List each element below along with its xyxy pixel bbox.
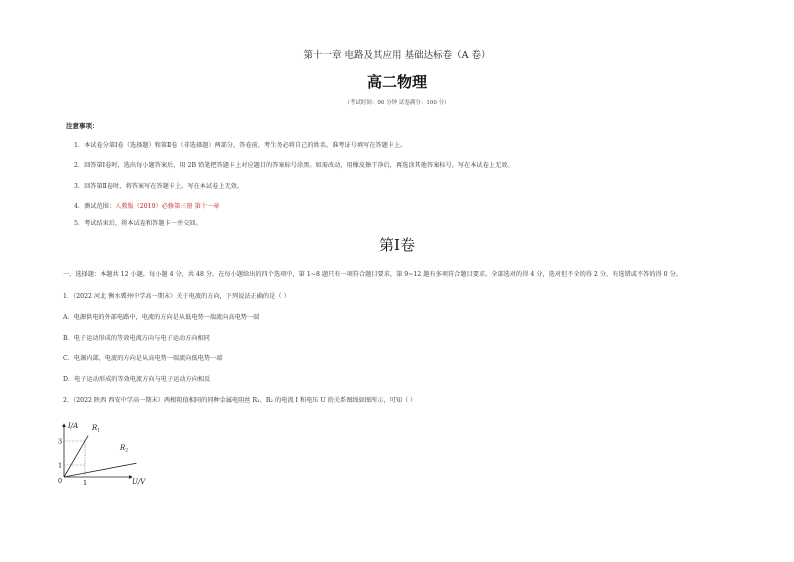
note-item-3: 3．回答第Ⅱ卷时，将答案写在答题卡上。写在本试卷上无效。	[74, 183, 244, 190]
exam-subtitle: 第十一章 电路及其应用 基础达标卷（A 卷）	[303, 50, 491, 61]
note-item-4	[74, 204, 219, 210]
section-intro: 一、选择题：本题共 12 小题，每小题 4 分，共 48 分。在每小题给出的四个选项中，第 1~8 题只有一项符合题目要求，第 9~12 题有多项符合题目要求。全部选对的得 4 分，选对但不全的得 2 分，有选错或不答的得 0 分。	[63, 271, 682, 278]
section-title: 第Ⅰ卷	[379, 236, 415, 254]
line-r2-label: $R_2$	[120, 444, 129, 454]
question-1-option-c: C．电源内部，电流的方向是从高电势一端流向低电势一端	[63, 355, 223, 362]
note-item-2: 2．回答第Ⅰ卷时，选出每小题答案后，用 2B 铅笔把答题卡上对应题目的答案标号涂黑。如需改动，用橡皮擦干净后，再选涂其他答案标号。写在本试卷上无效。	[74, 162, 514, 169]
test-scope-highlight: 人教版（2019）必修第三册 第十一章	[115, 203, 220, 210]
line-r1-label: $R_1$	[92, 424, 101, 434]
exam-title: 高二物理	[366, 73, 427, 91]
question-1-option-a: A．电源供电的外部电路中，电流的方向是从低电势一端流向高电势一端	[63, 314, 260, 321]
x-axis-label: U/V	[132, 478, 146, 486]
note-item-4-prefix: 4．测试范围：	[74, 203, 116, 210]
exam-info: （考试时间：90 分钟 试卷满分：100 分）	[344, 100, 450, 106]
question-1-stem: 1．（2022 河北 衡水冀州中学高一期末）关于电流的方向，下列说法正确的是（ ）	[63, 293, 290, 300]
note-item-5: 5．考试结束后，将本试卷和答题卡一并交回。	[74, 220, 202, 227]
question-1-option-d: D．电子运动形成的等效电流方向与电子运动方向相反	[63, 376, 211, 383]
y-axis-label: I/A	[68, 422, 79, 430]
iu-graph	[56, 418, 166, 492]
y-tick-3: 3	[58, 437, 63, 446]
line-r1	[64, 436, 88, 477]
note-item-1: 1．本试卷分第Ⅰ卷（选择题）和第Ⅱ卷（非选择题）两部分。答卷前，考生务必将自己的姓名、准考证号填写在答题卡上。	[74, 142, 407, 149]
notes-heading: 注意事项：	[66, 122, 99, 130]
x-tick-1: 1	[83, 479, 88, 487]
question-1-option-b: B．电子运动形成的等效电流方向与电子运动方向相同	[63, 335, 210, 342]
origin-label: 0	[58, 477, 63, 485]
question-2-stem: 2．（2022 陕西 西安中学高一期末）两根阻值相同的同种金属电阻丝 R₁、R₂ 的电流 I 和电压 U 的关系图线如图所示，可知（ ）	[63, 397, 417, 404]
y-tick-1: 1	[58, 461, 63, 470]
